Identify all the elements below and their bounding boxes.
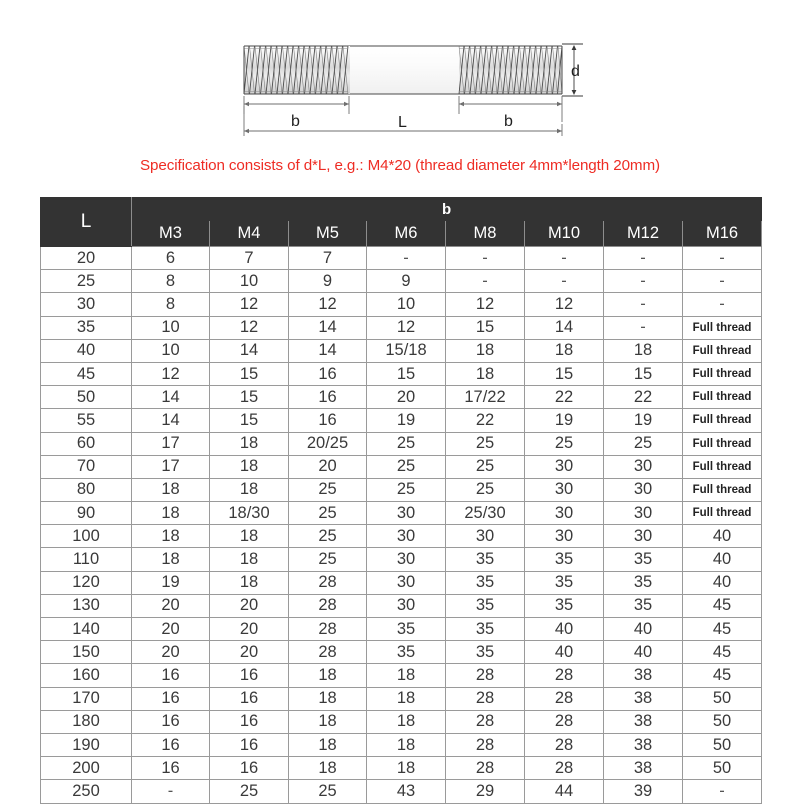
table-row <box>41 293 762 316</box>
left-thread-section <box>244 46 350 94</box>
cell-m16: - <box>683 293 762 316</box>
cell-m3: 6 <box>132 247 210 270</box>
cell-m8: 25 <box>446 478 525 501</box>
cell-length: 35 <box>41 316 132 339</box>
cell-m6: 15/18 <box>367 339 446 362</box>
cell-m4: 18/30 <box>210 502 289 525</box>
cell-m10: 35 <box>525 571 604 594</box>
cell-m16: 45 <box>683 594 762 617</box>
cell-length: 150 <box>41 641 132 664</box>
cell-m3: 14 <box>132 409 210 432</box>
cell-m10: - <box>525 247 604 270</box>
table-row <box>41 478 762 501</box>
cell-m8: 30 <box>446 525 525 548</box>
table-header-top-row <box>41 198 762 221</box>
table-header-sub-row <box>41 221 762 247</box>
cell-m12: 30 <box>604 478 683 501</box>
cell-m10: 18 <box>525 339 604 362</box>
cell-m6: 30 <box>367 548 446 571</box>
cell-m5: 25 <box>289 478 367 501</box>
cell-m16: Full thread <box>683 362 762 385</box>
cell-m6: 10 <box>367 293 446 316</box>
cell-m4: 16 <box>210 757 289 780</box>
cell-m4: 14 <box>210 339 289 362</box>
cell-m3: 16 <box>132 664 210 687</box>
stud-shank <box>348 46 460 94</box>
cell-length: 120 <box>41 571 132 594</box>
cell-m8: 35 <box>446 548 525 571</box>
table-row <box>41 502 762 525</box>
cell-m4: 15 <box>210 362 289 385</box>
cell-m3: 18 <box>132 525 210 548</box>
cell-m4: 20 <box>210 594 289 617</box>
table-row <box>41 270 762 293</box>
cell-m10: 25 <box>525 432 604 455</box>
cell-m8: 35 <box>446 594 525 617</box>
cell-m3: 10 <box>132 339 210 362</box>
cell-m10: 12 <box>525 293 604 316</box>
cell-m12: 40 <box>604 618 683 641</box>
cell-m4: 10 <box>210 270 289 293</box>
cell-m8: 25 <box>446 432 525 455</box>
cell-m16: 50 <box>683 757 762 780</box>
dimension-b-left <box>244 96 349 114</box>
cell-m3: 16 <box>132 710 210 733</box>
cell-m8: 28 <box>446 733 525 756</box>
cell-m10: 28 <box>525 710 604 733</box>
cell-length: 180 <box>41 710 132 733</box>
cell-m3: 8 <box>132 293 210 316</box>
cell-m16: 40 <box>683 571 762 594</box>
cell-m6: 25 <box>367 478 446 501</box>
cell-m12: 25 <box>604 432 683 455</box>
cell-m8: 35 <box>446 571 525 594</box>
table-row <box>41 618 762 641</box>
cell-m3: 14 <box>132 386 210 409</box>
cell-m12: 38 <box>604 710 683 733</box>
cell-m5: 16 <box>289 386 367 409</box>
cell-m16: 45 <box>683 664 762 687</box>
cell-m3: 18 <box>132 502 210 525</box>
table-row <box>41 316 762 339</box>
cell-m6: 12 <box>367 316 446 339</box>
cell-m12: 18 <box>604 339 683 362</box>
cell-m6: 20 <box>367 386 446 409</box>
cell-m12: 30 <box>604 455 683 478</box>
cell-m8: - <box>446 247 525 270</box>
cell-m6: 19 <box>367 409 446 432</box>
cell-m5: 25 <box>289 780 367 803</box>
header-col-m4: M4 <box>210 221 289 247</box>
cell-length: 90 <box>41 502 132 525</box>
cell-m16: 45 <box>683 618 762 641</box>
cell-m3: 17 <box>132 432 210 455</box>
cell-m4: 18 <box>210 478 289 501</box>
cell-m16: 50 <box>683 710 762 733</box>
cell-m10: 28 <box>525 757 604 780</box>
cell-m5: 9 <box>289 270 367 293</box>
cell-m8: 12 <box>446 293 525 316</box>
specification-note: Specification consists of d*L, e.g.: M4*20 (thread diameter 4mm*length 20mm) <box>140 157 660 174</box>
cell-m8: 28 <box>446 710 525 733</box>
cell-m5: 28 <box>289 594 367 617</box>
cell-m16: Full thread <box>683 455 762 478</box>
table-row <box>41 455 762 478</box>
cell-m6: 30 <box>367 525 446 548</box>
cell-m16: Full thread <box>683 409 762 432</box>
cell-m6: 18 <box>367 664 446 687</box>
cell-length: 190 <box>41 733 132 756</box>
cell-m12: 38 <box>604 757 683 780</box>
cell-m12: 22 <box>604 386 683 409</box>
cell-m10: 28 <box>525 733 604 756</box>
cell-m10: 19 <box>525 409 604 432</box>
cell-m6: 18 <box>367 687 446 710</box>
table-row <box>41 386 762 409</box>
cell-m6: 35 <box>367 641 446 664</box>
dimension-label-L: L <box>398 114 407 131</box>
cell-m3: 16 <box>132 733 210 756</box>
cell-m12: - <box>604 247 683 270</box>
cell-m6: 30 <box>367 502 446 525</box>
table-row <box>41 757 762 780</box>
cell-m12: 39 <box>604 780 683 803</box>
cell-m5: 16 <box>289 409 367 432</box>
stud-drawing-svg <box>0 0 800 150</box>
cell-m4: 18 <box>210 548 289 571</box>
cell-m4: 20 <box>210 641 289 664</box>
cell-m8: 28 <box>446 687 525 710</box>
cell-m12: 35 <box>604 594 683 617</box>
cell-length: 100 <box>41 525 132 548</box>
table-header <box>41 198 762 247</box>
cell-m3: - <box>132 780 210 803</box>
cell-m5: 28 <box>289 618 367 641</box>
cell-m6: 25 <box>367 455 446 478</box>
cell-m3: 20 <box>132 618 210 641</box>
cell-m12: - <box>604 270 683 293</box>
stud-technical-drawing <box>0 0 800 150</box>
specification-table <box>40 197 762 804</box>
cell-length: 30 <box>41 293 132 316</box>
cell-m4: 18 <box>210 571 289 594</box>
cell-m16: Full thread <box>683 339 762 362</box>
header-col-m6: M6 <box>367 221 446 247</box>
cell-m12: 38 <box>604 664 683 687</box>
cell-length: 45 <box>41 362 132 385</box>
cell-m6: 35 <box>367 618 446 641</box>
cell-m12: 38 <box>604 733 683 756</box>
cell-m5: 28 <box>289 571 367 594</box>
cell-m4: 16 <box>210 733 289 756</box>
cell-length: 25 <box>41 270 132 293</box>
specification-table-container <box>40 197 761 804</box>
cell-m8: 22 <box>446 409 525 432</box>
table-row <box>41 339 762 362</box>
cell-m8: 18 <box>446 362 525 385</box>
cell-m5: 12 <box>289 293 367 316</box>
cell-m12: 30 <box>604 525 683 548</box>
cell-m5: 18 <box>289 733 367 756</box>
cell-m10: 22 <box>525 386 604 409</box>
cell-m3: 16 <box>132 687 210 710</box>
cell-m4: 18 <box>210 525 289 548</box>
dimension-label-b-right: b <box>504 113 513 130</box>
cell-m6: 18 <box>367 757 446 780</box>
cell-m5: 18 <box>289 687 367 710</box>
cell-m12: - <box>604 293 683 316</box>
cell-m4: 15 <box>210 386 289 409</box>
cell-m8: 17/22 <box>446 386 525 409</box>
cell-m6: 43 <box>367 780 446 803</box>
cell-m4: 18 <box>210 432 289 455</box>
cell-m12: 15 <box>604 362 683 385</box>
cell-m16: - <box>683 780 762 803</box>
cell-m10: 28 <box>525 664 604 687</box>
cell-length: 140 <box>41 618 132 641</box>
cell-m4: 12 <box>210 293 289 316</box>
table-row <box>41 409 762 432</box>
cell-m8: - <box>446 270 525 293</box>
cell-m8: 18 <box>446 339 525 362</box>
cell-m4: 18 <box>210 455 289 478</box>
cell-m5: 18 <box>289 757 367 780</box>
cell-length: 80 <box>41 478 132 501</box>
cell-m16: Full thread <box>683 386 762 409</box>
cell-m16: - <box>683 247 762 270</box>
cell-m3: 19 <box>132 571 210 594</box>
cell-m5: 25 <box>289 525 367 548</box>
table-row <box>41 525 762 548</box>
cell-m5: 28 <box>289 641 367 664</box>
cell-m10: 28 <box>525 687 604 710</box>
cell-m3: 20 <box>132 594 210 617</box>
cell-m16: 50 <box>683 733 762 756</box>
cell-m16: Full thread <box>683 316 762 339</box>
table-row <box>41 247 762 270</box>
cell-m16: 40 <box>683 525 762 548</box>
cell-length: 55 <box>41 409 132 432</box>
header-length-L: L <box>41 198 132 247</box>
header-col-m12: M12 <box>604 221 683 247</box>
cell-m10: 35 <box>525 548 604 571</box>
cell-m10: 30 <box>525 455 604 478</box>
cell-m5: 14 <box>289 316 367 339</box>
table-row <box>41 594 762 617</box>
cell-m12: 40 <box>604 641 683 664</box>
cell-m4: 15 <box>210 409 289 432</box>
cell-m8: 25 <box>446 455 525 478</box>
cell-m5: 7 <box>289 247 367 270</box>
cell-m5: 16 <box>289 362 367 385</box>
table-row <box>41 641 762 664</box>
cell-m6: 25 <box>367 432 446 455</box>
cell-m12: 38 <box>604 687 683 710</box>
cell-m6: 30 <box>367 571 446 594</box>
cell-m4: 16 <box>210 710 289 733</box>
cell-m10: 15 <box>525 362 604 385</box>
cell-m12: 35 <box>604 571 683 594</box>
cell-m16: 40 <box>683 548 762 571</box>
table-body <box>41 247 762 804</box>
cell-m8: 28 <box>446 757 525 780</box>
cell-m8: 15 <box>446 316 525 339</box>
cell-m16: 45 <box>683 641 762 664</box>
cell-m5: 25 <box>289 548 367 571</box>
cell-m8: 25/30 <box>446 502 525 525</box>
cell-m16: Full thread <box>683 502 762 525</box>
cell-m6: 9 <box>367 270 446 293</box>
cell-m5: 25 <box>289 502 367 525</box>
cell-m8: 29 <box>446 780 525 803</box>
cell-length: 70 <box>41 455 132 478</box>
cell-m10: 30 <box>525 525 604 548</box>
table-row <box>41 664 762 687</box>
cell-length: 170 <box>41 687 132 710</box>
cell-m16: Full thread <box>683 478 762 501</box>
dimension-label-d: d <box>571 63 580 80</box>
table-row <box>41 548 762 571</box>
cell-m4: 7 <box>210 247 289 270</box>
cell-m6: 18 <box>367 733 446 756</box>
cell-m6: - <box>367 247 446 270</box>
cell-length: 50 <box>41 386 132 409</box>
cell-length: 20 <box>41 247 132 270</box>
cell-m12: 35 <box>604 548 683 571</box>
cell-m6: 30 <box>367 594 446 617</box>
cell-m4: 25 <box>210 780 289 803</box>
header-group-b: b <box>132 198 762 221</box>
cell-length: 130 <box>41 594 132 617</box>
cell-m3: 16 <box>132 757 210 780</box>
cell-length: 160 <box>41 664 132 687</box>
cell-m16: - <box>683 270 762 293</box>
table-row <box>41 710 762 733</box>
cell-m12: 19 <box>604 409 683 432</box>
cell-m12: 30 <box>604 502 683 525</box>
cell-m4: 20 <box>210 618 289 641</box>
cell-m4: 16 <box>210 687 289 710</box>
cell-m8: 28 <box>446 664 525 687</box>
table-row <box>41 571 762 594</box>
cell-m3: 12 <box>132 362 210 385</box>
right-thread-section <box>459 46 562 94</box>
cell-m5: 14 <box>289 339 367 362</box>
cell-length: 60 <box>41 432 132 455</box>
cell-m5: 20/25 <box>289 432 367 455</box>
dimension-label-b-left: b <box>291 113 300 130</box>
table-row <box>41 733 762 756</box>
cell-m10: 30 <box>525 502 604 525</box>
header-col-m16: M16 <box>683 221 762 247</box>
cell-m16: 50 <box>683 687 762 710</box>
cell-length: 250 <box>41 780 132 803</box>
cell-m6: 15 <box>367 362 446 385</box>
cell-m10: 44 <box>525 780 604 803</box>
cell-m8: 35 <box>446 618 525 641</box>
cell-m3: 18 <box>132 478 210 501</box>
header-col-m10: M10 <box>525 221 604 247</box>
cell-m10: - <box>525 270 604 293</box>
cell-m12: - <box>604 316 683 339</box>
cell-m10: 40 <box>525 641 604 664</box>
header-col-m3: M3 <box>132 221 210 247</box>
cell-length: 110 <box>41 548 132 571</box>
cell-m3: 10 <box>132 316 210 339</box>
cell-m5: 18 <box>289 664 367 687</box>
header-col-m8: M8 <box>446 221 525 247</box>
cell-length: 40 <box>41 339 132 362</box>
cell-m10: 40 <box>525 618 604 641</box>
cell-m3: 18 <box>132 548 210 571</box>
table-row <box>41 432 762 455</box>
cell-m3: 17 <box>132 455 210 478</box>
cell-m16: Full thread <box>683 432 762 455</box>
cell-m5: 18 <box>289 710 367 733</box>
table-row <box>41 687 762 710</box>
cell-length: 200 <box>41 757 132 780</box>
header-col-m5: M5 <box>289 221 367 247</box>
cell-m6: 18 <box>367 710 446 733</box>
cell-m3: 20 <box>132 641 210 664</box>
cell-m8: 35 <box>446 641 525 664</box>
cell-m10: 14 <box>525 316 604 339</box>
cell-m4: 12 <box>210 316 289 339</box>
cell-m3: 8 <box>132 270 210 293</box>
cell-m10: 30 <box>525 478 604 501</box>
cell-m10: 35 <box>525 594 604 617</box>
table-row <box>41 362 762 385</box>
cell-m5: 20 <box>289 455 367 478</box>
cell-m4: 16 <box>210 664 289 687</box>
